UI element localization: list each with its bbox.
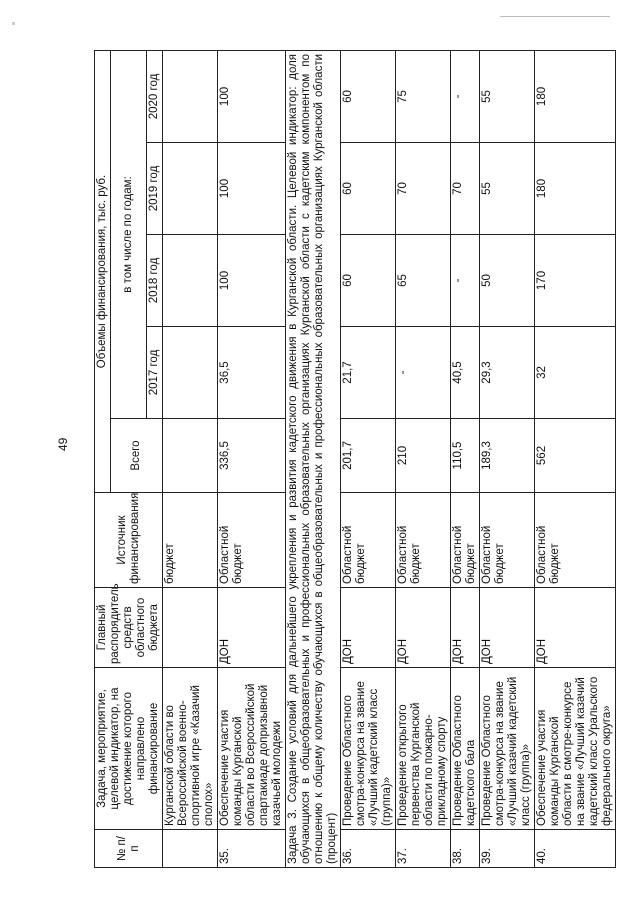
row-manager: ДОН [480, 588, 535, 668]
row-total: 210 [396, 419, 451, 493]
row-2017: 32 [535, 327, 616, 419]
task-3-description: Задача 3. Создание условий для дальнейшего укрепления и развития кадетского движения в Курганской области. Целевой индикатор: доля обучающихся в общеобразовательных и профессиональных образовательных организациях Курганской области с кадетским компонентом по отношению к общему количеству обучающихся в общеобразовательных и профессиональных образовательных организациях Курганской области (процент) [286, 50, 341, 867]
row-manager [163, 588, 218, 668]
header-source: Источник финансирования [95, 493, 163, 588]
table-row [218, 50, 286, 867]
row-num: 36. [341, 830, 396, 868]
table-row [341, 50, 396, 867]
row-source: Областной бюджет [396, 493, 451, 588]
row-total: 336,5 [218, 419, 286, 493]
row-2019: 180 [535, 143, 616, 235]
row-manager: ДОН [396, 588, 451, 668]
row-2018: 100 [218, 235, 286, 327]
header-manager: Главный распорядитель средств областного бюджета [95, 588, 163, 668]
row-2018: 170 [535, 235, 616, 327]
header-task: Задача, мероприятие, целевой индикатор, на достижение которого направлено финансирование [95, 668, 163, 830]
row-total [163, 419, 218, 493]
table-row [163, 50, 218, 867]
row-2020: - [451, 50, 480, 142]
row-num: 39. [480, 830, 535, 868]
row-source: Областной бюджет [535, 493, 616, 588]
row-2020: 60 [341, 50, 396, 142]
row-2020: 100 [218, 50, 286, 142]
table-row [535, 50, 616, 867]
header-num: № п/п [95, 830, 163, 868]
row-manager: ДОН [218, 588, 286, 668]
task-row [286, 50, 341, 867]
row-num: 38. [451, 830, 480, 868]
row-task: Проведение Областного смотра-конкурса на звание «Лучший кадетский класс (группа)» [341, 668, 396, 830]
header-total: Всего [111, 419, 163, 493]
row-2017: - [396, 327, 451, 419]
row-2017 [163, 327, 218, 419]
header-year-2018: 2018 год [147, 235, 163, 327]
row-task: Курганской области во Всероссийской военно-спортивной игре «Казачий сполох» [163, 668, 218, 830]
row-2019: 60 [341, 143, 396, 235]
row-2019: 55 [480, 143, 535, 235]
row-2018: 60 [341, 235, 396, 327]
row-total: 110,5 [451, 419, 480, 493]
row-task: Проведение Областного смотра-конкурса на звание «Лучший казачий кадетский класс (группа)» [480, 668, 535, 830]
row-2017: 40,5 [451, 327, 480, 419]
table-row [451, 50, 480, 867]
row-num [163, 830, 218, 868]
row-2019: 70 [451, 143, 480, 235]
row-num: 37. [396, 830, 451, 868]
row-total: 189,3 [480, 419, 535, 493]
scan-artifact [500, 16, 610, 17]
table-row [396, 50, 451, 867]
row-source: Областной бюджет [480, 493, 535, 588]
header-by-years: в том числе по годам: [111, 50, 147, 418]
row-2020 [163, 50, 218, 142]
row-task: Проведение открытого первенства Курганской области по пожарно-прикладному спорту [396, 668, 451, 830]
header-year-2017: 2017 год [147, 327, 163, 419]
row-manager: ДОН [535, 588, 616, 668]
row-2019 [163, 143, 218, 235]
row-2018: - [451, 235, 480, 327]
row-source: бюджет [163, 493, 218, 588]
row-task: Обеспечение участия команды Курганской области в смотре-конкурсе на звание «Лучший казачий кадетский класс Уральского федерального округа» [535, 668, 616, 830]
row-2017: 21,7 [341, 327, 396, 419]
row-num: 35. [218, 830, 286, 868]
financing-table [94, 50, 616, 868]
row-2017: 36,5 [218, 327, 286, 419]
scan-artifact [12, 22, 15, 25]
row-task: Проведение Областного кадетского бала [451, 668, 480, 830]
row-total: 562 [535, 419, 616, 493]
page-number: 49 [56, 437, 70, 451]
row-2018: 65 [396, 235, 451, 327]
row-source: Областной бюджет [218, 493, 286, 588]
row-manager: ДОН [341, 588, 396, 668]
header-volumes: Объемы финансирования, тыс. руб. [95, 50, 111, 492]
row-total: 201,7 [341, 419, 396, 493]
row-num: 40. [535, 830, 616, 868]
header-year-2019: 2019 год [147, 143, 163, 235]
row-2017: 29,3 [480, 327, 535, 419]
row-manager: ДОН [451, 588, 480, 668]
row-2020: 55 [480, 50, 535, 142]
table-row [480, 50, 535, 867]
row-2020: 75 [396, 50, 451, 142]
header-year-2020: 2020 год [147, 50, 163, 142]
row-2018 [163, 235, 218, 327]
row-2020: 180 [535, 50, 616, 142]
row-2019: 100 [218, 143, 286, 235]
row-source: Областной бюджет [451, 493, 480, 588]
financing-table-sheet [94, 51, 638, 868]
row-2018: 50 [480, 235, 535, 327]
row-2019: 70 [396, 143, 451, 235]
row-source: Областной бюджет [341, 493, 396, 588]
row-task: Обеспечение участия команды Курганской области во Всероссийской спартакиаде допризывной казачьей молодежи [218, 668, 286, 830]
